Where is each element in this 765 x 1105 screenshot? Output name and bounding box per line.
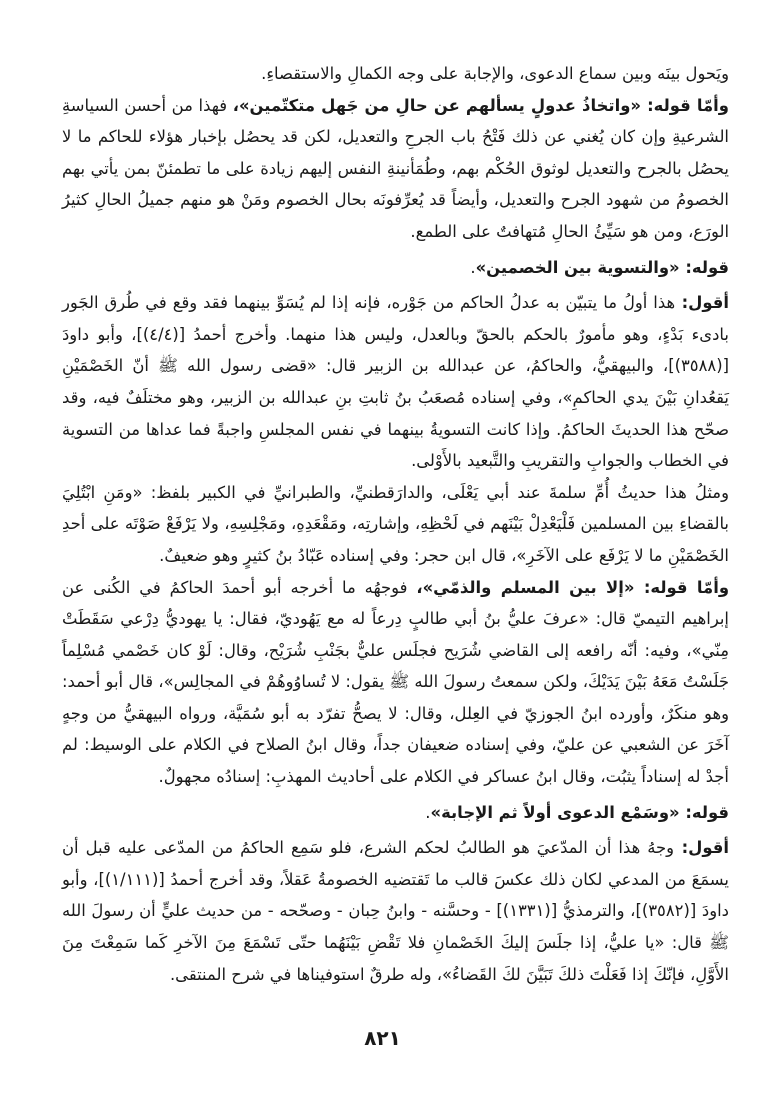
- paragraph-lead: قوله:: [679, 257, 729, 277]
- paragraph: [62, 287, 729, 477]
- page-body: [62, 58, 729, 990]
- paragraph: [62, 90, 729, 248]
- paragraph-quote: «واتخاذُ عدولٍ يسألهم عن حالِ من جَهل متكتّمين»،: [232, 95, 641, 115]
- paragraph-lead: قوله:: [679, 802, 729, 822]
- page-number: ٨٢١: [364, 1026, 401, 1050]
- paragraph-text: .: [425, 802, 431, 822]
- paragraph-text: فوجهُه ما أخرجه أبو أحمدَ الحاكمُ في الكُنى عن إبراهيم التيميّ قال: «عرفَ عليُّ بنُ أبي طالبٍ دِرعاً له مع يَهُوديّ، فقال: يا يهوديُّ دِرْعي سَقَطَتْ مِنّي»، وفيه: أنّه رافعه إلى القاضي شُرَيح فجلَس عليٌّ بجَنْبِ شُرَيْح، وقال: لَوْ كان خَصْمي مُسْلِماً جَلَسْتُ مَعَهُ بَيْنَ يَدَيْكَ، ولكن سمعتُ رسولَ الله ﷺ يقول: لا تُساوُوهُمْ في المجالِس»، قال أبو أحمد: وهو منكَرٌ، وأورده ابنُ الجوزيّ في العِلل، وقال: لا يصحُّ تفرّد به أبو سُمَيَّة، ورواه البيهقيُّ من وجهٍ آخَرَ عن الشعبي عن عليّ، وفي إسناده ضعيفان جداً، وقال ابنُ الصلاح في الكلام على الوسيط: لم أجدْ له إسناداً يثبُت، وقال ابنُ عساكر في الكلام على أحاديث المهذبِ: إسنادُه مجهولٌ.: [62, 577, 729, 787]
- paragraph: [62, 832, 729, 990]
- paragraph-text: ومثلُ هذا حديثُ أُمِّ سلمةَ عند أبي يَعْلَى، والدارَقطنيِّ، والطبرانيِّ في الكبير بلفظ: «ومَنِ ابْتُلِيَ بالقضاءِ بين المسلمين فَلْيَعْدِلْ بَيْنَهم في لَحْظِهِ، وإشارتِه، ومَقْعَدِهِ، ومَجْلِسِهِ، ولا يَرْفَعْ صَوْتَه على أحدِ الخَصْمَيْنِ ما لا يَرْفَع على الآخَرِ»، قال ابن حجر: وفي إسناده عَبّادُ بنُ كثيرٍ وهو ضعيفٌ.: [62, 482, 729, 565]
- paragraph-text: .: [470, 257, 476, 277]
- paragraph-quote: «وسَمْع الدعوى أولاً ثم الإجابة»: [430, 802, 680, 822]
- paragraph: [62, 58, 729, 90]
- paragraph-lead: وأمّا قوله:: [634, 577, 730, 597]
- paragraph: [62, 477, 729, 572]
- paragraph: [62, 572, 729, 793]
- section-heading: [62, 252, 729, 284]
- paragraph-lead: وأمّا قوله:: [640, 95, 729, 115]
- paragraph-lead: أقول:: [675, 293, 729, 313]
- paragraph-lead: أقول:: [674, 838, 729, 858]
- paragraph-text: هذا أولُ ما يتبيّن به عدلُ الحاكم من جَوْره، فإنه إذا لم يُسَوِّ بينهما فقد وقع في طُرق الجَور بادىء بَدْءٍ، وهو مأمورٌ بالحكم بالحقّ وبالعدل، وليس هذا منهما. وأخرج أحمدُ [(٤/٤)]، وأبو داودَ [(٣٥٨٨)]، والبيهقيُّ، والحاكمُ، عن عبدالله بن الزبير قال: «قضى رسول الله ﷺ أنّ الخَصْمَيْنِ يَقعُدانِ بَيْنَ يدي الحاكمِ»، وفي إسناده مُصعَبُ بنُ ثابتِ بنِ عبدالله بن الزبير، وهو مختلَفٌ فيه، وقد صحّح هذا الحديثَ الحاكمُ. وإذا كانت التسويةُ بينهما في نفس المجلسِ واجبةً فما عداها من التسوية في الخطاب والجوابِ والتقريبِ والتَّبعيد بالأَوْلى.: [62, 293, 729, 471]
- paragraph-quote: «والتسوية بين الخصمين»: [475, 257, 680, 277]
- paragraph-text: فهذا من أحسن السياسةِ الشرعيةِ وإن كان يُغني عن ذلك فَتْحُ باب الجرحِ والتعديل، لكن قد يحصُل بإخبار هؤلاء للحاكم ما لا يحصُل بالجرح والتعديل لوثوق الحُكْم بهم، وطُمَأنينةِ النفس إليهم زيادة على ما تطمئنّ بمن يأتي بهم الخصومُ من شهود الجرح والتعديل، وأيضاً قد يُعرِّفونَه بحال الخصوم ومَنْ هو منهم جميلُ الحالِ كثيرُ الورَع، ومن هو سَيِّئُ الحالِ مُتهافتٌ على الطمع.: [62, 95, 729, 241]
- paragraph-quote: «إلا بين المسلم والذمّي»،: [416, 577, 635, 597]
- paragraph-text: وجهُ هذا أن المدّعيَ هو الطالبُ لحكم الشرع، فلو سَمِع الحاكمُ من المدّعى عليه قبل أن يسمَعَ من المدعي لكان ذلك عكسَ قالب ما تَقتضيه الخصومةُ عَقلاً، وقد أخرج أحمدُ [(١/١١١)]، وأبو داودَ [(٣٥٨٢)]، والترمذيُّ [(١٣٣١)] - وحسَّنه - وابنُ حِبان - وصحّحه - من حديث عليٍّ أن رسولَ الله ﷺ قال: «يا عليُّ، إذا جلَسَ إليكَ الخَصْمانِ فلا تَقْضِ بَيْنَهُما حتّى تَسْمَعَ مِنَ الآخرِ كَما سَمِعْتَ مِنَ الأَوَّلِ، فإنّكَ إذا فَعَلْتَ ذلكَ تَبَيَّنَ لكَ القَضاءُ»، وله طرقٌ استوفيناها في شرح المنتقى.: [62, 838, 729, 984]
- section-heading: [62, 797, 729, 829]
- paragraph-text: ويَحول بينَه وبين سماع الدعوى، والإجابة على وجه الكمالِ والاستقصاءِ.: [261, 64, 729, 83]
